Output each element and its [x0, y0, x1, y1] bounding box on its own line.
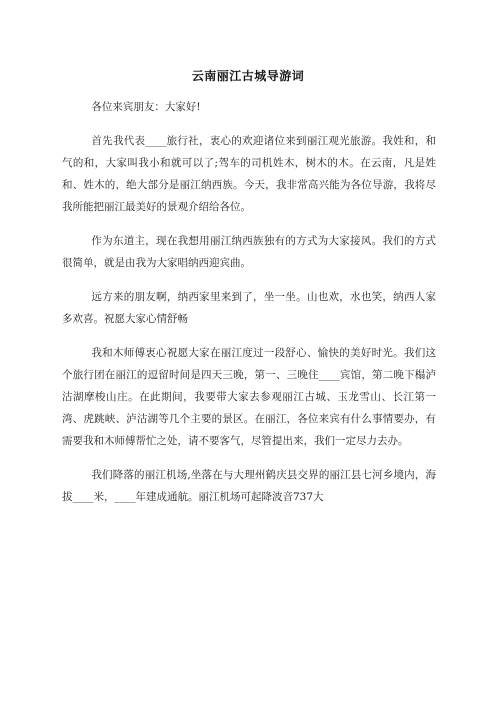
paragraph-airport: 我们降落的丽江机场,坐落在与大理州鹤庆县交界的丽江县七河乡境内，海拔____米，____年建成通航。丽江机场可起降波音737大 [62, 469, 436, 503]
paragraph-greeting: 各位来宾朋友：大家好! [91, 101, 201, 113]
document-title: 云南丽江古城导游词 [191, 69, 305, 83]
paragraph-introduction: 首先我代表____旅行社，衷心的欢迎诸位来到丽江观光旅游。我姓和，和气的和，大家叫我小和就可以了;驾车的司机姓木，树木的木。在云南，凡是姓和、姓木的，绝大部分是丽江纳西族。今天，我非常高兴能为各位导游，我将尽我所能把丽江最美好的景观介绍给各位。 [62, 135, 436, 213]
paragraph-song-lyrics: 远方来的朋友啊，纳西家里来到了，坐一坐。山也欢，水也笑，纳西人家多欢喜。祝愿大家心情舒畅 [62, 291, 436, 325]
paragraph-itinerary: 我和木师傅衷心祝愿大家在丽江度过一段舒心、愉快的美好时光。我们这个旅行团在丽江的逗留时间是四天三晚，第一、三晚住____宾馆，第二晚下榻泸沽湖摩梭山庄。在此期间，我要带大家去参观丽江古城、玉龙雪山、长江第一湾、虎跳峡、泸沽湖等几个主要的景区。在丽江，各位来宾有什么事情要办，有需要我和木师傅帮忙之处，请不要客气，尽管提出来，我们一定尽力去办。 [62, 347, 436, 447]
paragraph-welcome-song: 作为东道主，现在我想用丽江纳西族独有的方式为大家接风。我们的方式很简单，就是由我为大家唱纳西迎宾曲。 [62, 235, 436, 269]
document-body [62, 96, 436, 520]
